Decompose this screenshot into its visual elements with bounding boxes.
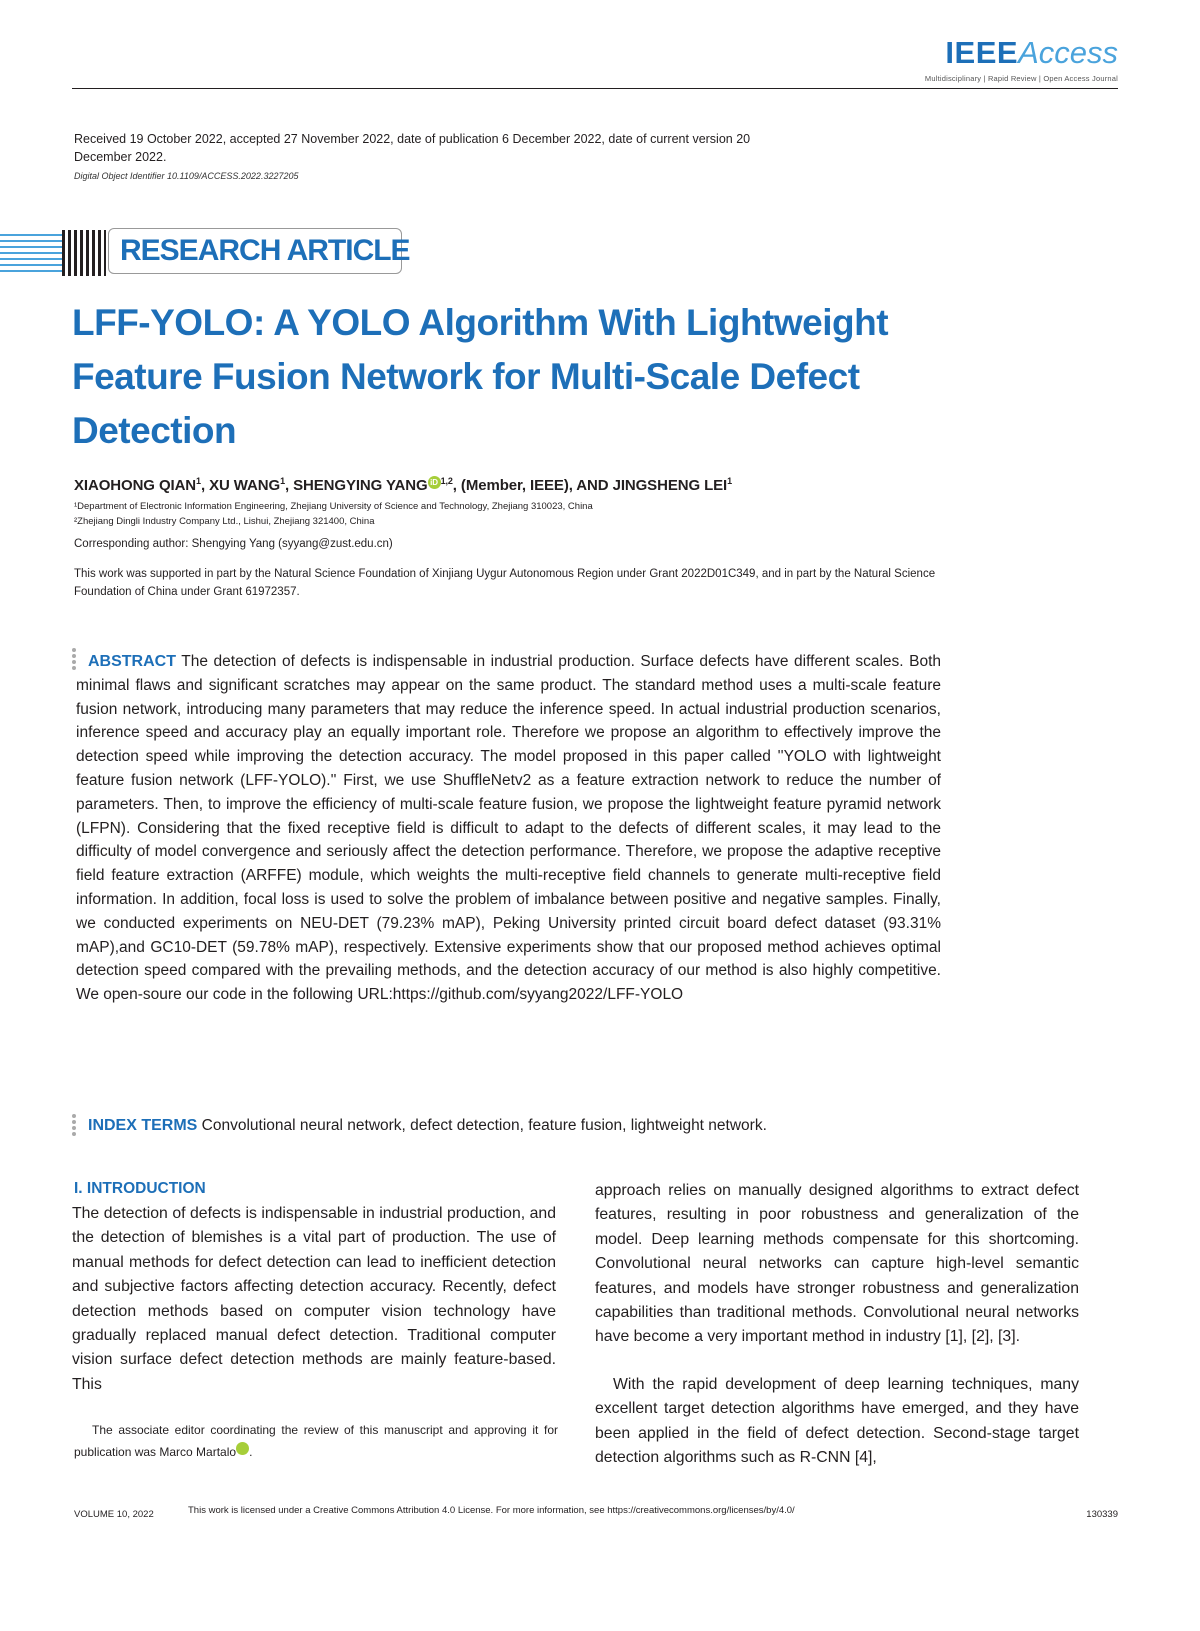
intro-right-paragraph-2: With the rapid development of deep learning techniques, many excellent target detection algorithms have emerged, and they have been applied in the field of defect detection. Second-stage target detection algorithms such as R-CNN [4], [595,1376,1079,1467]
doi: Digital Object Identifier 10.1109/ACCESS.2022.3227205 [74,171,299,181]
journal-logo [925,36,1118,83]
author-list [74,476,1154,494]
intro-left-column: The detection of defects is indispensable in industrial production, and the detection of blemishes is a vital part of production. The use of manual methods for defect detection can lead to inefficient detection and subjective factors affecting detection accuracy. Recently, defect detection methods based on computer vision technology have gradually replaced manual defect detection. Traditional computer vision surface defect detection methods are mainly feature-based. This [72,1205,556,1393]
logo-ieee: IEEE [945,35,1019,70]
affiliation-1: ¹Department of Electronic Information Engineering, Zhejiang University of Science and Technology, Zhejiang 310023, China [74,501,593,512]
footer-license: This work is licensed under a Creative Commons Attribution 4.0 License. For more information, see https://creativecommons.org/licenses/by/4.0/ [188,1505,795,1516]
orcid-icon[interactable]: iD [236,1442,249,1455]
logo-tagline: Multidisciplinary | Rapid Review | Open Access Journal [924,74,1118,83]
received-dates: Received 19 October 2022, accepted 27 November 2022, date of publication 6 December 2022, date of current version 20 December 2022. [74,132,751,164]
section-heading-introduction: I. INTRODUCTION [74,1180,206,1197]
author-superscript: 1 [280,476,285,486]
banner-bars [62,230,106,276]
author-text: , XU WANG [200,477,281,494]
orcid-icon[interactable]: iD [428,476,441,489]
footer-volume: VOLUME 10, 2022 [74,1509,154,1520]
header-divider [72,88,1118,89]
intro-right-paragraph-1: approach relies on manually designed algorithms to extract defect features, resulting in poor robustness and generalization of the model. Deep learning methods compensate for this shortcoming. Convolutional neural networks can capture high-level semantic features, and models have stronger robustness and generalization capabilities than traditional methods. Convolutional neural networks have become a very important method in industry [1], [2], [3]. [595,1182,1079,1346]
footer-page-number: 130339 [1086,1509,1118,1520]
footnote-text: The associate editor coordinating the review of this manuscript and approving it for publication was Marco Martalo [74,1423,558,1459]
author-superscript: 1,2 [440,476,453,486]
logo-access: Access [1018,35,1118,70]
author-text: XIAOHONG QIAN [74,477,197,494]
funding-statement: This work was supported in part by the Natural Science Foundation of Xinjiang Uygur Autonomous Region under Grant 2022D01C349, and in part by the Natural Science Foundation of China under Grant 61972357. [74,568,936,598]
affiliation-2: ²Zhejiang Dingli Industry Company Ltd., Lishui, Zhejiang 321400, China [74,516,375,527]
corresponding-author: Corresponding author: Shengying Yang (syyang@zust.edu.cn) [74,538,393,550]
abstract-text: The detection of defects is indispensable in industrial production. Surface defects have different scales. Both minimal flaws and significant scratches may appear on the same product. The standard method uses a multi-scale feature fusion network, introducing many parameters that may reduce the inference speed. In actual industrial production scenarios, inference speed and accuracy play an equally important role. Therefore we propose an algorithm to effectively improve the detection speed while improving the detection accuracy. The model proposed in this paper called ''YOLO with lightweight feature fusion network (LFF-YOLO).'' First, we use ShuffleNetv2 as a feature extraction network to reduce the number of parameters. Then, to improve the efficiency of multi-scale feature fusion, we propose the lightweight feature pyramid network (LFPN). Considering that the fixed receptive field is difficult to adapt to the defects of different scales, it may lead to the difficulty of model convergence and seriously affect the detection performance. Therefore, we propose the adaptive receptive field feature extraction (ARFFE) module, which weights the multi-receptive field channels to generate multi-receptive field information. In addition, focal loss is used to solve the problem of imbalance between positive and negative samples. Finally, we conducted experiments on NEU-DET (79.23% mAP), Peking University printed circuit board defect dataset (93.31% mAP),and GC10-DET (59.78% mAP), respectively. Extensive experiments show that our proposed method achieves optimal detection speed compared with the prevailing methods, and the detection accuracy of our method is also highly competitive. We open-soure our code in the following URL:https://github.com/syyang2022/LFF-YOLO [76,653,941,1004]
article-type-label: RESEARCH ARTICLE [120,234,410,267]
paper-title: LFF-YOLO: A YOLO Algorithm With Lightweight Feature Fusion Network for Multi-Scale Defect Detection [72,302,889,451]
author-text: , SHENGYING YANG [284,477,428,494]
abstract [76,650,941,1007]
author-superscript: 1 [727,476,733,486]
banner-stripes [0,234,62,272]
author-superscript: 1 [196,476,201,486]
footnote-end: . [249,1445,253,1459]
abstract-label: ABSTRACT [88,653,176,670]
author-text: , (Member, IEEE), AND JINGSHENG LEI [452,477,728,494]
editor-footnote [74,1419,558,1463]
index-terms [76,1117,941,1135]
index-terms-text: Convolutional neural network, defect detection, feature fusion, lightweight network. [201,1117,767,1134]
index-terms-label: INDEX TERMS [88,1117,198,1134]
